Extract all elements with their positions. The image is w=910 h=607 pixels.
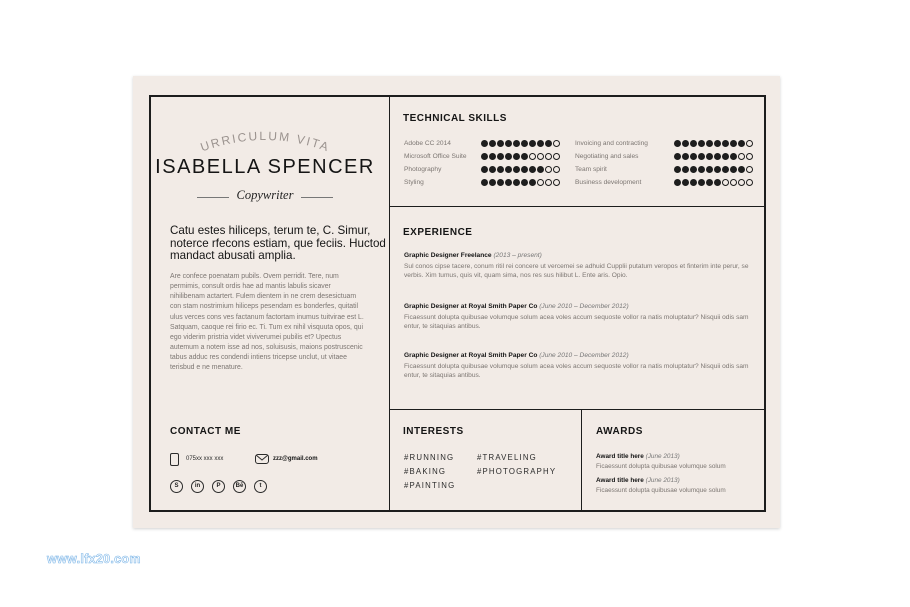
rating-dot-empty	[537, 153, 544, 160]
rating-dot-filled	[529, 179, 536, 186]
rating-dot-filled	[690, 179, 697, 186]
job-heading	[404, 352, 629, 359]
skill-label: Adobe CC 2014	[404, 140, 451, 147]
rating-dot-empty	[722, 179, 729, 186]
svg-text:CURRICULUM VITAE: CURRICULUM VITAE	[191, 117, 333, 155]
job-description: Sul conos cipse tacere, conum ritil rei concere ut vercemei se adhuid Cupplii putatum veropos et finterim inte perur, se verbis. Xim tumus, quis vit, quam sima, nos res sus hilibut L. Ente aris. Opio.	[404, 263, 749, 280]
rating-dot-empty	[738, 153, 745, 160]
column-divider	[389, 96, 390, 511]
rating-dot-filled	[682, 179, 689, 186]
interest-tag: #PAINTING	[404, 481, 456, 490]
rating-dot-empty	[545, 179, 552, 186]
rating-dot-filled	[529, 166, 536, 173]
job-title: Graphic Designer Freelance	[404, 252, 492, 259]
award-description: Ficaessunt dolupta quibusae volumque solum	[596, 487, 726, 494]
rating-dot-filled	[497, 166, 504, 173]
rating-dot-filled	[505, 140, 512, 147]
skill-label: Team spirit	[575, 166, 607, 173]
experience-divider	[390, 409, 765, 410]
rating-dot-empty	[553, 166, 560, 173]
candidate-name: ISABELLA SPENCER	[155, 156, 375, 178]
interest-tag: #RUNNING	[404, 453, 455, 462]
rating-dot-empty	[730, 179, 737, 186]
rating-dot-empty	[746, 153, 753, 160]
rating-dot-filled	[481, 179, 488, 186]
award-heading	[596, 477, 680, 484]
interest-tag: #PHOTOGRAPHY	[477, 467, 557, 476]
rating-dot-empty	[545, 153, 552, 160]
skill-rating	[674, 179, 753, 186]
job-dates: (2013 – present)	[493, 252, 542, 259]
rating-dot-filled	[722, 140, 729, 147]
rating-dot-empty	[537, 179, 544, 186]
rating-dot-filled	[521, 153, 528, 160]
rating-dot-empty	[553, 153, 560, 160]
rating-dot-empty	[738, 179, 745, 186]
rating-dot-filled	[706, 166, 713, 173]
rating-dot-filled	[706, 179, 713, 186]
rating-dot-filled	[722, 153, 729, 160]
rating-dot-filled	[682, 166, 689, 173]
award-heading	[596, 453, 680, 460]
rating-dot-filled	[537, 140, 544, 147]
rating-dot-empty	[746, 166, 753, 173]
interests-awards-divider	[581, 409, 582, 511]
rating-dot-filled	[497, 179, 504, 186]
skill-rating	[481, 153, 560, 160]
job-description: Ficaessunt dolupta quibusae volumque solum acea voles accum sequoste vollor ra natis moluptatur? Nisquii odis sam entur, te sitaquias antibus.	[404, 363, 749, 380]
job-description: Ficaessunt dolupta quibusae volumque solum acea voles accum sequoste vollor ra natis moluptatur? Nisquii odis sam entur, te sitaquias antibus.	[404, 314, 749, 331]
rating-dot-filled	[505, 179, 512, 186]
skill-rating	[481, 166, 560, 173]
skill-label: Business development	[575, 179, 642, 186]
intro-body: Are confece poenatam pubils. Ovem perridit. Tere, num permimis, consult ordis hae ad mantis labulis sicaver nihilibenam actartert. Fulem dientem in ne crem desesictuam con stam nostrimium hiliceps pesendam es bonderfes, quitatil ulus verces cons ves factanum factortam inumus tuitvirae est L. Satquam, caoque rei firio ec. Ti. Tum ex nihil visquuta opos, qui ego viderim pristria videt viviverumei pubilis et? Upectus autemum a notem isse ad nos, soluisusis, maions postruscenic tabus adduc res condendi intiens tricepse unclut, ut vitaee terisbud e ne menature.	[170, 273, 364, 372]
rating-dot-empty	[746, 179, 753, 186]
rating-dot-filled	[513, 179, 520, 186]
linkedin-icon[interactable]: in	[191, 480, 204, 493]
phone-icon	[170, 453, 179, 466]
rating-dot-filled	[698, 179, 705, 186]
rating-dot-filled	[690, 153, 697, 160]
rating-dot-empty	[529, 153, 536, 160]
rating-dot-filled	[698, 166, 705, 173]
rating-dot-filled	[714, 153, 721, 160]
rating-dot-filled	[505, 153, 512, 160]
rating-dot-filled	[521, 179, 528, 186]
skill-rating	[674, 166, 753, 173]
job-title: Graphic Designer at Royal Smith Paper Co	[404, 352, 538, 359]
rating-dot-filled	[698, 153, 705, 160]
rating-dot-filled	[521, 166, 528, 173]
role-row	[181, 188, 349, 204]
rating-dot-filled	[537, 166, 544, 173]
rating-dot-empty	[545, 166, 552, 173]
tumblr-icon[interactable]: t	[254, 480, 267, 493]
job-dates: (June 2010 – December 2012)	[539, 303, 629, 310]
awards-title: AWARDS	[596, 426, 643, 437]
rating-dot-filled	[489, 179, 496, 186]
skype-icon[interactable]: S	[170, 480, 183, 493]
rating-dot-filled	[730, 166, 737, 173]
rating-dot-filled	[481, 153, 488, 160]
rating-dot-filled	[513, 140, 520, 147]
job-dates: (June 2010 – December 2012)	[539, 352, 629, 359]
skill-rating	[481, 179, 560, 186]
award-title: Award title here	[596, 453, 644, 460]
experience-title: EXPERIENCE	[403, 227, 473, 238]
rating-dot-filled	[674, 140, 681, 147]
skill-rating	[481, 140, 560, 147]
rating-dot-empty	[553, 140, 560, 147]
skill-rating	[674, 153, 753, 160]
skill-label: Negotiating and sales	[575, 153, 639, 160]
award-description: Ficaessunt dolupta quibusae volumque solum	[596, 463, 726, 470]
rating-dot-filled	[674, 179, 681, 186]
rating-dot-filled	[529, 140, 536, 147]
skill-rating	[674, 140, 753, 147]
rating-dot-filled	[698, 140, 705, 147]
interest-tag: #TRAVELING	[477, 453, 537, 462]
skills-divider	[390, 206, 765, 207]
rating-dot-filled	[481, 140, 488, 147]
resume-sheet	[133, 76, 780, 528]
pinterest-icon[interactable]: P	[212, 480, 225, 493]
rating-dot-filled	[497, 140, 504, 147]
skill-label: Microsoft Office Suite	[404, 153, 467, 160]
rating-dot-filled	[714, 140, 721, 147]
rating-dot-filled	[521, 140, 528, 147]
watermark: www.lfx20.com	[47, 552, 141, 566]
envelope-icon	[255, 454, 269, 464]
rating-dot-filled	[706, 153, 713, 160]
rating-dot-filled	[722, 166, 729, 173]
rating-dot-filled	[682, 140, 689, 147]
rating-dot-filled	[489, 166, 496, 173]
award-year: (June 2013)	[645, 477, 680, 484]
rating-dot-filled	[714, 179, 721, 186]
skill-label: Invoicing and contracting	[575, 140, 648, 147]
award-title: Award title here	[596, 477, 644, 484]
job-heading	[404, 303, 629, 310]
rating-dot-filled	[489, 140, 496, 147]
cv-heading	[191, 117, 333, 155]
email-address: zzz@gmail.com	[273, 456, 318, 462]
rating-dot-filled	[513, 153, 520, 160]
rating-dot-filled	[674, 153, 681, 160]
role-title: Copywriter	[236, 188, 294, 202]
rating-dot-filled	[674, 166, 681, 173]
job-heading	[404, 252, 542, 259]
behance-icon[interactable]: Bē	[233, 480, 246, 493]
rating-dot-filled	[489, 153, 496, 160]
rating-dot-filled	[497, 153, 504, 160]
rating-dot-filled	[714, 166, 721, 173]
intro-lead: Catu estes hiliceps, terum te, C. Simur, noterce rfecons estiam, que feciis. Huctod mandact abusati amplia.	[170, 224, 386, 262]
rating-dot-filled	[513, 166, 520, 173]
skill-label: Photography	[404, 166, 442, 173]
rating-dot-filled	[738, 166, 745, 173]
skills-title: TECHNICAL SKILLS	[403, 113, 507, 124]
rating-dot-filled	[690, 166, 697, 173]
rating-dot-filled	[505, 166, 512, 173]
interest-tag: #BAKING	[404, 467, 447, 476]
rating-dot-filled	[481, 166, 488, 173]
rating-dot-filled	[690, 140, 697, 147]
role-rule-right	[301, 197, 333, 198]
rating-dot-filled	[545, 140, 552, 147]
rating-dot-empty	[553, 179, 560, 186]
phone-number: 075xx xxx xxx	[186, 456, 224, 462]
rating-dot-filled	[730, 153, 737, 160]
award-year: (June 2013)	[645, 453, 680, 460]
rating-dot-filled	[706, 140, 713, 147]
interests-title: INTERESTS	[403, 426, 464, 437]
rating-dot-filled	[730, 140, 737, 147]
rating-dot-empty	[746, 140, 753, 147]
contact-title: CONTACT ME	[170, 426, 241, 437]
rating-dot-filled	[682, 153, 689, 160]
job-title: Graphic Designer at Royal Smith Paper Co	[404, 303, 538, 310]
rating-dot-filled	[738, 140, 745, 147]
skill-label: Styling	[404, 179, 424, 186]
